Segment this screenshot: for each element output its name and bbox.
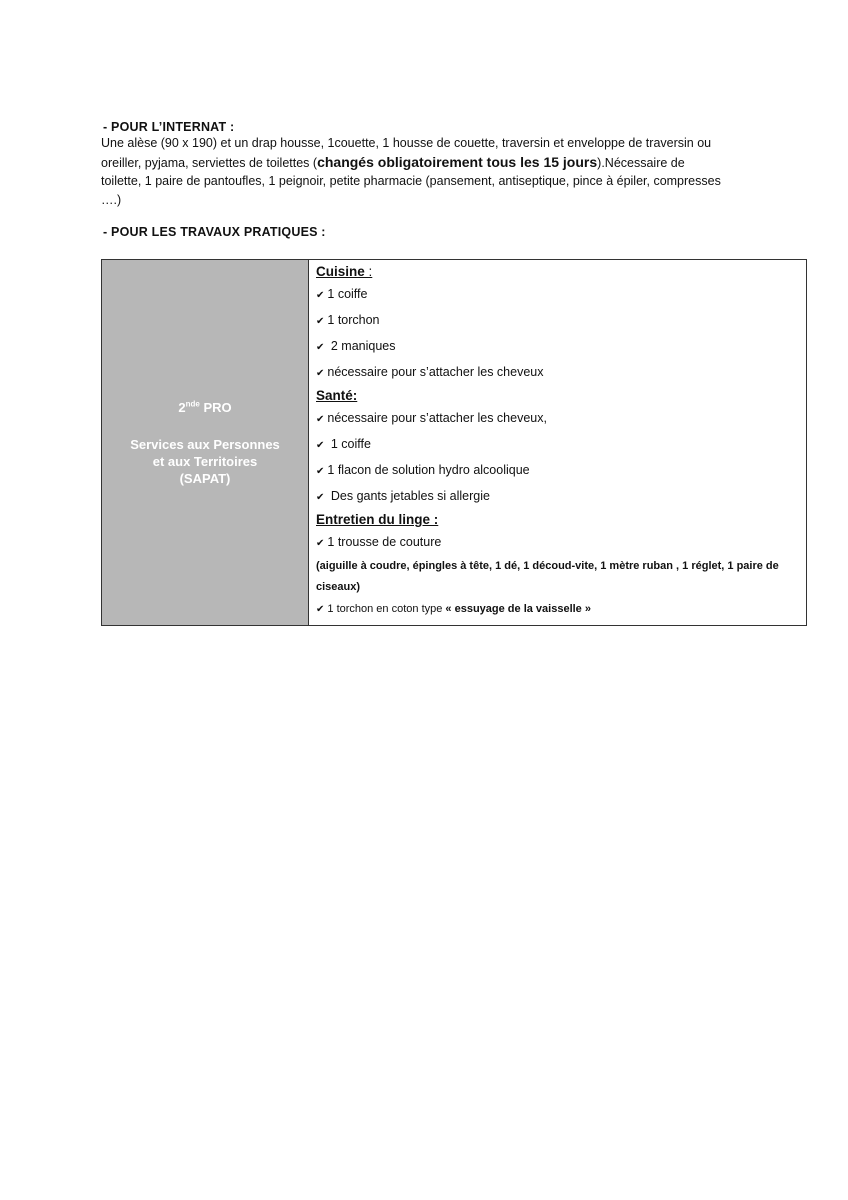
list-item: ✔ Des gants jetables si allergie <box>316 489 490 503</box>
list-item: ✔ 1 coiffe <box>316 287 368 301</box>
check-icon: ✔ <box>316 492 325 503</box>
list-item: ✔ 1 torchon en coton type « essuyage de la vaisselle » <box>316 603 591 615</box>
program-line-2: et aux Territoires <box>152 453 258 469</box>
check-icon: ✔ <box>316 368 325 379</box>
tp-heading: - POUR LES TRAVAUX PRATIQUES : <box>103 225 326 239</box>
check-icon: ✔ <box>316 316 325 327</box>
check-icon: ✔ <box>316 342 325 353</box>
check-icon: ✔ <box>316 440 325 451</box>
internat-text-bold: changés obligatoirement tous les 15 jours <box>317 153 598 170</box>
sewing-kit-note: (aiguille à coudre, épingles à tête, 1 dé, 1 découd-vite, 1 mètre ruban , 1 réglet, 1 paire de ciseaux) <box>316 560 779 593</box>
linge-title: Entretien du linge : <box>316 512 439 527</box>
requirements-cell <box>309 260 807 626</box>
sante-title: Santé: <box>316 388 358 403</box>
internat-heading: - POUR L’INTERNAT : <box>103 120 235 134</box>
list-item: ✔ 1 torchon <box>316 313 380 327</box>
internat-text-start: Une alèse (90 x 190) et un drap housse, 1couette, 1 housse de couette, traversin et enveloppe de traversin ou oreiller, pyjama, serviettes de toilettes ( <box>101 136 712 170</box>
check-icon: ✔ <box>316 538 325 549</box>
cuisine-title: Cuisine : <box>316 264 373 279</box>
check-icon: ✔ <box>316 414 325 425</box>
list-item: ✔ nécessaire pour s’attacher les cheveux, <box>316 411 547 425</box>
check-icon: ✔ <box>316 290 325 301</box>
list-item: ✔ 1 trousse de couture <box>316 535 442 549</box>
check-icon: ✔ <box>316 604 325 615</box>
document-page <box>101 120 807 626</box>
program-cell <box>102 260 309 626</box>
program-line-1: Services aux Personnes <box>130 436 280 452</box>
level-label: 2nde PRO <box>178 399 232 415</box>
tp-table <box>101 259 807 626</box>
list-item: ✔ 1 flacon de solution hydro alcoolique <box>316 463 530 477</box>
list-item: ✔ 1 coiffe <box>316 437 371 451</box>
internat-paragraph <box>101 134 721 209</box>
program-line-3: (SAPAT) <box>179 470 231 486</box>
list-item: ✔ 2 maniques <box>316 339 396 353</box>
check-icon: ✔ <box>316 466 325 477</box>
list-item: ✔ nécessaire pour s’attacher les cheveux <box>316 365 544 379</box>
internat-text-end: ).Nécessaire de toilette, 1 paire de pantoufles, 1 peignoir, petite pharmacie (pansement, antiseptique, pince à épiler, compresses ….) <box>101 155 721 207</box>
